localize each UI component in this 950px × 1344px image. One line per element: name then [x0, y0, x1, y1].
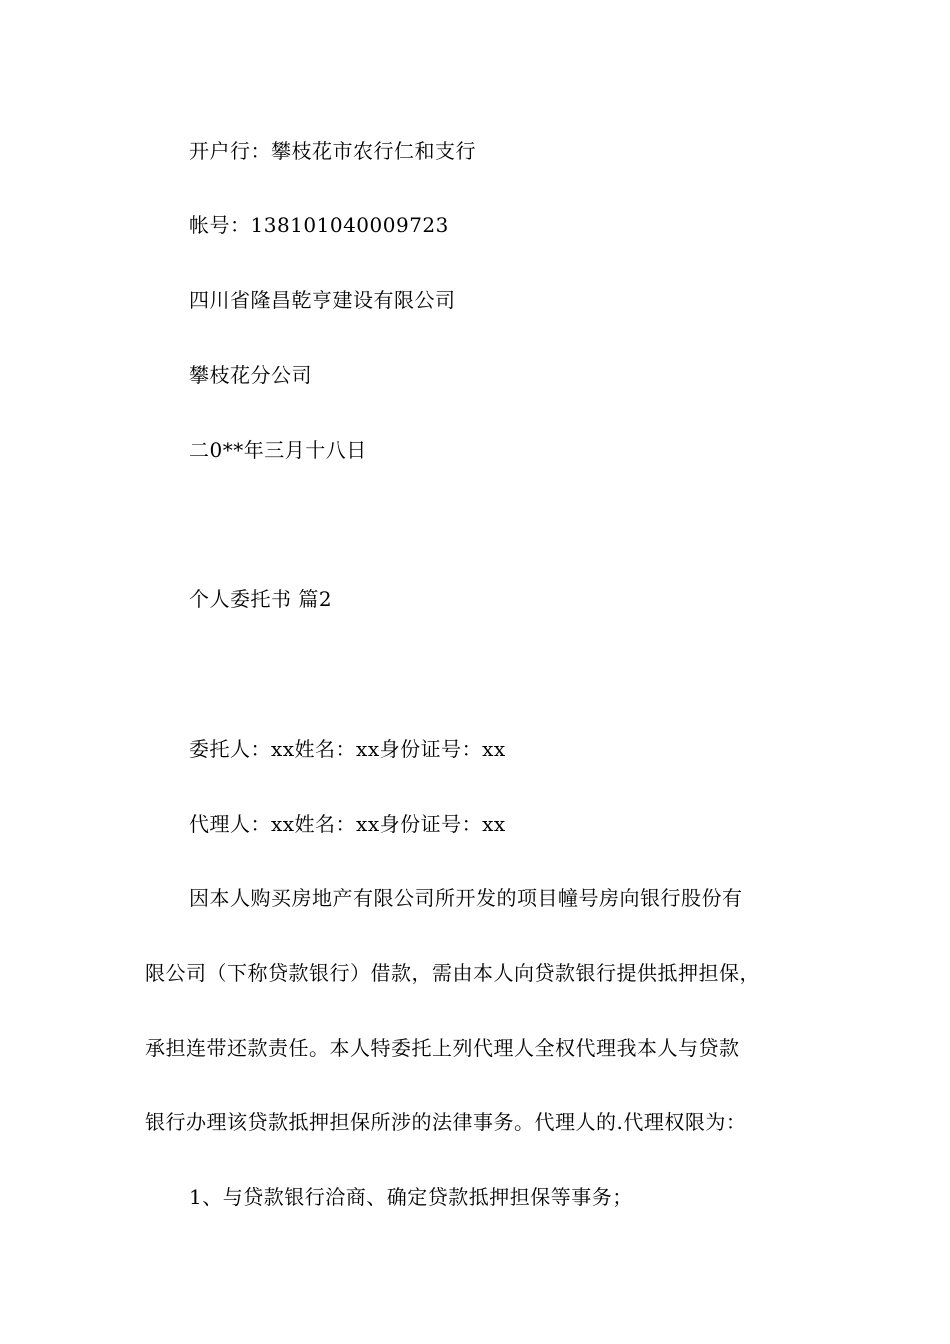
bank-line: 开户行：攀枝花市农行仁和支行	[189, 139, 476, 163]
list-item-1: 1、与贷款银行洽商、确定贷款抵押担保等事务；	[189, 1185, 633, 1209]
branch-line: 攀枝花分公司	[189, 363, 312, 387]
body-line-3: 承担连带还款责任。本人特委托上列代理人全权代理我本人与贷款	[145, 1036, 740, 1060]
company-line: 四川省隆昌乾亨建设有限公司	[189, 288, 456, 312]
body-line-1: 因本人购买房地产有限公司所开发的项目幢号房向银行股份有	[189, 886, 743, 910]
principal-line: 委托人：xx姓名：xx身份证号：xx	[189, 737, 506, 761]
agent-line: 代理人：xx姓名：xx身份证号：xx	[189, 812, 506, 836]
body-line-2: 限公司（下称贷款银行）借款，需由本人向贷款银行提供抵押担保，	[145, 961, 760, 985]
date-line: 二0**年三月十八日	[189, 438, 367, 462]
section-title: 个人委托书 篇2	[189, 587, 333, 611]
account-line: 帐号：138101040009723	[189, 213, 449, 237]
body-line-4: 银行办理该贷款抵押担保所涉的法律事务。代理人的.代理权限为：	[145, 1110, 747, 1134]
